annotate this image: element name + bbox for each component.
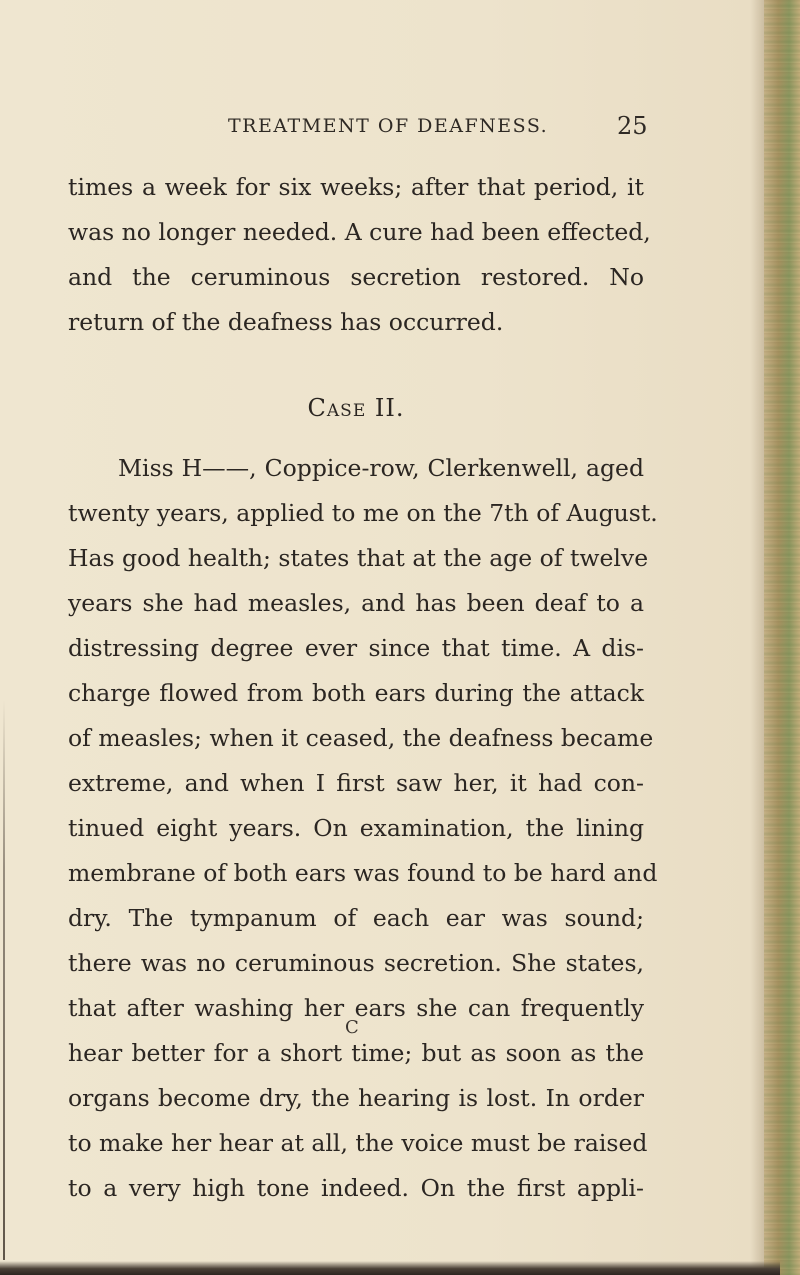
page-edge-line [3, 700, 5, 1260]
text-line: years she had measles, and has been deaf to a [68, 589, 644, 617]
binding-edge [764, 0, 800, 1275]
text-line: return of the deafness has occurred. [68, 308, 504, 336]
text-line: distressing degree ever since that time. A dis- [68, 634, 644, 662]
text-line: and the ceruminous secretion restored. No [68, 263, 644, 291]
text-line: of measles; when it ceased, the deafness became [68, 724, 654, 752]
text-line: extreme, and when I first saw her, it had con- [68, 769, 644, 797]
text-line: tinued eight years. On examination, the lining [68, 814, 644, 842]
text-line: to make her hear at all, the voice must be raised [68, 1129, 648, 1157]
text-line: Miss H——, Coppice-row, Clerkenwell, aged [118, 454, 644, 482]
case-heading: Case II. [307, 394, 405, 422]
text-line: to a very high tone indeed. On the first appli- [68, 1174, 644, 1202]
binding-shadow [750, 0, 764, 1275]
text-line: that after washing her ears she can frequently [68, 994, 644, 1022]
text-line: there was no ceruminous secretion. She states, [68, 949, 644, 977]
text-line: hear better for a short time; but as soon as the [68, 1039, 644, 1067]
text-line: organs become dry, the hearing is lost. In order [68, 1084, 644, 1112]
signature-mark: C [345, 1017, 359, 1038]
page-number: 25 [617, 112, 648, 140]
text-line: was no longer needed. A cure had been effected, [68, 218, 651, 246]
text-line: times a week for six weeks; after that period, it [68, 173, 644, 201]
text-line: membrane of both ears was found to be hard and [68, 859, 658, 887]
text-line: Has good health; states that at the age of twelve [68, 544, 649, 572]
text-line: twenty years, applied to me on the 7th of August. [68, 499, 658, 527]
body-text [68, 165, 658, 1211]
page-bottom-edge [0, 1261, 780, 1275]
running-head: TREATMENT OF DEAFNESS. [228, 115, 549, 137]
text-line: dry. The tympanum of each ear was sound; [68, 904, 644, 932]
text-line: charge flowed from both ears during the attack [68, 679, 644, 707]
